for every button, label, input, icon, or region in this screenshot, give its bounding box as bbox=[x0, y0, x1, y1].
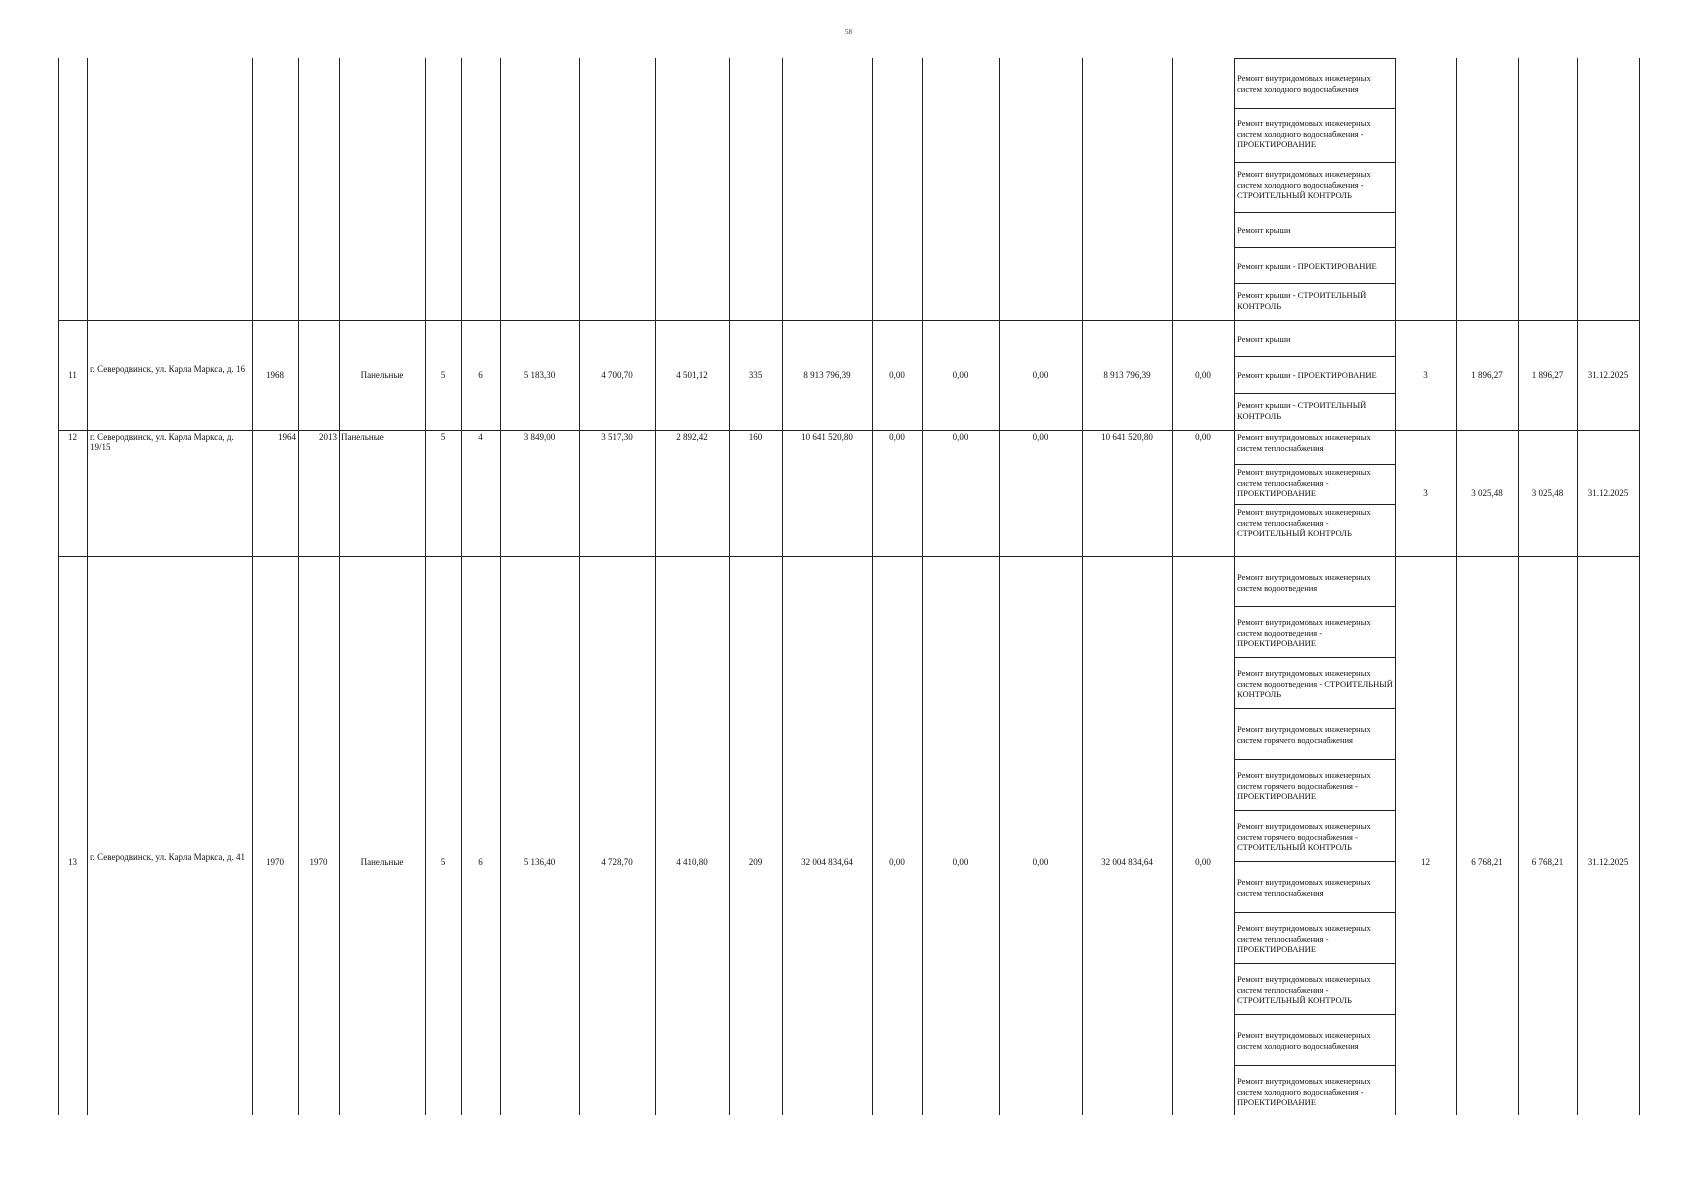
works-divider bbox=[1234, 708, 1395, 709]
work-item: Ремонт внутридомовых инженерных систем холодного водоснабжения - ПРОЕКТИРОВАНИЕ bbox=[1237, 118, 1371, 149]
row-number: 13 bbox=[68, 857, 77, 867]
address: г. Северодвинск, ул. Карла Маркса, д. 16 bbox=[90, 364, 245, 374]
grid-line bbox=[1456, 58, 1457, 1115]
works-divider bbox=[1234, 247, 1395, 248]
works-divider bbox=[1234, 162, 1395, 163]
deadline: 31.12.2025 bbox=[1587, 370, 1629, 380]
work-item: Ремонт крыши - ПРОЕКТИРОВАНИЕ bbox=[1237, 261, 1377, 271]
works-divider bbox=[1234, 861, 1395, 862]
municipal-funds: 0,00 bbox=[1032, 857, 1049, 867]
grid-line bbox=[87, 58, 88, 1115]
max-cost: 3 025,48 bbox=[1531, 488, 1564, 498]
work-item: Ремонт внутридомовых инженерных систем водоотведения bbox=[1237, 572, 1371, 593]
works-divider bbox=[1234, 393, 1395, 394]
work-item: Ремонт внутридомовых инженерных систем горячего водоснабжения - ПРОЕКТИРОВАНИЕ bbox=[1237, 770, 1371, 801]
grid-line bbox=[655, 58, 656, 1115]
region-funds: 0,00 bbox=[952, 857, 969, 867]
floors: 5 bbox=[440, 857, 446, 867]
residents: 209 bbox=[748, 857, 763, 867]
unit-cost: 3 025,48 bbox=[1471, 488, 1503, 498]
area-b: 4 410,80 bbox=[676, 857, 708, 867]
works-divider bbox=[1234, 283, 1395, 284]
work-item: Ремонт внутридомовых инженерных систем теплоснабжения - СТРОИТЕЛЬНЫЙ КОНТРОЛЬ bbox=[1237, 507, 1371, 538]
max-cost: 1 896,27 bbox=[1531, 370, 1564, 380]
entrances: 4 bbox=[478, 432, 483, 442]
entrances: 6 bbox=[478, 370, 483, 380]
works-divider bbox=[1234, 1014, 1395, 1015]
work-count: 12 bbox=[1421, 857, 1430, 867]
works-divider bbox=[1234, 108, 1395, 109]
work-item: Ремонт внутридомовых инженерных систем теплоснабжения - ПРОЕКТИРОВАНИЕ bbox=[1237, 923, 1371, 954]
residents: 160 bbox=[748, 432, 763, 442]
other-funds: 0,00 bbox=[1195, 370, 1211, 380]
grid-line bbox=[252, 58, 253, 1115]
grid-line bbox=[1395, 58, 1396, 1115]
entrances: 6 bbox=[478, 857, 483, 867]
fed-funds: 0,00 bbox=[889, 370, 905, 380]
work-item: Ремонт крыши - ПРОЕКТИРОВАНИЕ bbox=[1237, 370, 1377, 380]
grid-line bbox=[1639, 58, 1640, 1115]
municipal-funds: 0,00 bbox=[1032, 432, 1049, 442]
work-item: Ремонт внутридомовых инженерных систем теплоснабжения bbox=[1237, 877, 1371, 898]
works-divider bbox=[1234, 212, 1395, 213]
grid-line bbox=[1234, 58, 1235, 1115]
grid-line bbox=[999, 58, 1000, 1115]
year-renovation: 1970 bbox=[309, 857, 328, 867]
max-cost: 6 768,21 bbox=[1531, 857, 1564, 867]
area-total: 5 183,30 bbox=[523, 370, 556, 380]
work-count: 3 bbox=[1423, 488, 1428, 498]
work-item: Ремонт внутридомовых инженерных систем водоотведения - СТРОИТЕЛЬНЫЙ КОНТРОЛЬ bbox=[1237, 668, 1393, 699]
work-item: Ремонт внутридомовых инженерных систем водоотведения - ПРОЕКТИРОВАНИЕ bbox=[1237, 617, 1371, 648]
other-funds: 0,00 bbox=[1195, 432, 1211, 442]
region-funds: 0,00 bbox=[952, 432, 969, 442]
deadline: 31.12.2025 bbox=[1587, 488, 1629, 498]
row-number: 11 bbox=[68, 370, 77, 380]
grid-line bbox=[1172, 58, 1173, 1115]
work-item: Ремонт крыши - СТРОИТЕЛЬНЫЙ КОНТРОЛЬ bbox=[1237, 290, 1367, 311]
works-divider bbox=[1234, 657, 1395, 658]
address: г. Северодвинск, ул. Карла Маркса, д. 41 bbox=[90, 852, 245, 862]
work-item: Ремонт внутридомовых инженерных систем холодного водоснабжения bbox=[1237, 1030, 1371, 1051]
address: г. Северодвинск, ул. Карла Маркса, д. 19/15 bbox=[90, 432, 234, 452]
works-divider bbox=[1234, 759, 1395, 760]
row-divider bbox=[58, 430, 1639, 431]
owners-funds: 10 641 520,80 bbox=[1101, 432, 1153, 442]
works-divider bbox=[1234, 58, 1395, 59]
wall-material: Панельные bbox=[360, 857, 404, 867]
grid-line bbox=[298, 58, 299, 1115]
works-divider bbox=[1234, 356, 1395, 357]
unit-cost: 6 768,21 bbox=[1471, 857, 1503, 867]
works-divider bbox=[1234, 504, 1395, 505]
other-funds: 0,00 bbox=[1195, 857, 1211, 867]
works-divider bbox=[1234, 963, 1395, 964]
area-b: 2 892,42 bbox=[676, 432, 708, 442]
wall-material: Панельные bbox=[341, 432, 384, 442]
year-built: 1968 bbox=[266, 370, 284, 380]
works-divider bbox=[1234, 810, 1395, 811]
work-item: Ремонт внутридомовых инженерных систем горячего водоснабжения bbox=[1237, 724, 1371, 745]
grid-line bbox=[922, 58, 923, 1115]
row-divider bbox=[58, 556, 1639, 557]
floors: 5 bbox=[440, 370, 446, 380]
region-funds: 0,00 bbox=[952, 370, 969, 380]
works-divider bbox=[1234, 1065, 1395, 1066]
grid-line bbox=[872, 58, 873, 1115]
grid-line bbox=[500, 58, 501, 1115]
works-divider bbox=[1234, 464, 1395, 465]
area-a: 4 728,70 bbox=[601, 857, 633, 867]
grid-line bbox=[461, 58, 462, 1115]
year-built: 1970 bbox=[266, 857, 284, 867]
work-item: Ремонт крыши bbox=[1237, 225, 1291, 235]
row-number: 12 bbox=[68, 432, 77, 442]
cost-total: 8 913 796,39 bbox=[803, 370, 851, 380]
work-item: Ремонт внутридомовых инженерных систем горячего водоснабжения - СТРОИТЕЛЬНЫЙ КОНТРОЛЬ bbox=[1237, 821, 1371, 852]
row-divider bbox=[58, 320, 1639, 321]
area-total: 5 136,40 bbox=[523, 857, 556, 867]
work-item: Ремонт внутридомовых инженерных систем холодного водоснабжения - СТРОИТЕЛЬНЫЙ КОНТРОЛЬ bbox=[1237, 169, 1371, 200]
owners-funds: 8 913 796,39 bbox=[1103, 370, 1151, 380]
unit-cost: 1 896,27 bbox=[1471, 370, 1503, 380]
residents: 335 bbox=[748, 370, 763, 380]
owners-funds: 32 004 834,64 bbox=[1101, 857, 1153, 867]
grid-line bbox=[339, 58, 340, 1115]
floors: 5 bbox=[440, 432, 446, 442]
deadline: 31.12.2025 bbox=[1587, 857, 1629, 867]
work-item: Ремонт внутридомовых инженерных систем холодного водоснабжения bbox=[1237, 73, 1371, 94]
work-item: Ремонт крыши bbox=[1237, 334, 1291, 344]
year-built: 1964 bbox=[278, 432, 296, 442]
wall-material: Панельные bbox=[360, 370, 404, 380]
municipal-funds: 0,00 bbox=[1032, 370, 1049, 380]
fed-funds: 0,00 bbox=[889, 432, 905, 442]
area-b: 4 501,12 bbox=[676, 370, 708, 380]
grid-line bbox=[579, 58, 580, 1115]
grid-line bbox=[782, 58, 783, 1115]
area-total: 3 849,00 bbox=[523, 432, 556, 442]
work-item: Ремонт внутридомовых инженерных систем теплоснабжения - ПРОЕКТИРОВАНИЕ bbox=[1237, 467, 1371, 498]
cost-total: 32 004 834,64 bbox=[801, 857, 853, 867]
cost-total: 10 641 520,80 bbox=[801, 432, 853, 442]
area-a: 4 700,70 bbox=[601, 370, 633, 380]
area-a: 3 517,30 bbox=[601, 432, 633, 442]
grid-line bbox=[1577, 58, 1578, 1115]
work-item: Ремонт внутридомовых инженерных систем холодного водоснабжения - ПРОЕКТИРОВАНИЕ bbox=[1237, 1076, 1371, 1107]
grid-line bbox=[729, 58, 730, 1115]
work-item: Ремонт внутридомовых инженерных систем теплоснабжения - СТРОИТЕЛЬНЫЙ КОНТРОЛЬ bbox=[1237, 974, 1371, 1005]
work-item: Ремонт внутридомовых инженерных систем теплоснабжения bbox=[1237, 432, 1371, 453]
work-item: Ремонт крыши - СТРОИТЕЛЬНЫЙ КОНТРОЛЬ bbox=[1237, 400, 1367, 421]
grid-line bbox=[425, 58, 426, 1115]
page-number: 58 bbox=[845, 28, 852, 36]
works-divider bbox=[1234, 606, 1395, 607]
work-count: 3 bbox=[1423, 370, 1428, 380]
grid-line bbox=[1518, 58, 1519, 1115]
works-divider bbox=[1234, 912, 1395, 913]
year-renovation: 2013 bbox=[319, 432, 337, 442]
grid-line bbox=[58, 58, 59, 1115]
fed-funds: 0,00 bbox=[889, 857, 905, 867]
grid-line bbox=[1082, 58, 1083, 1115]
